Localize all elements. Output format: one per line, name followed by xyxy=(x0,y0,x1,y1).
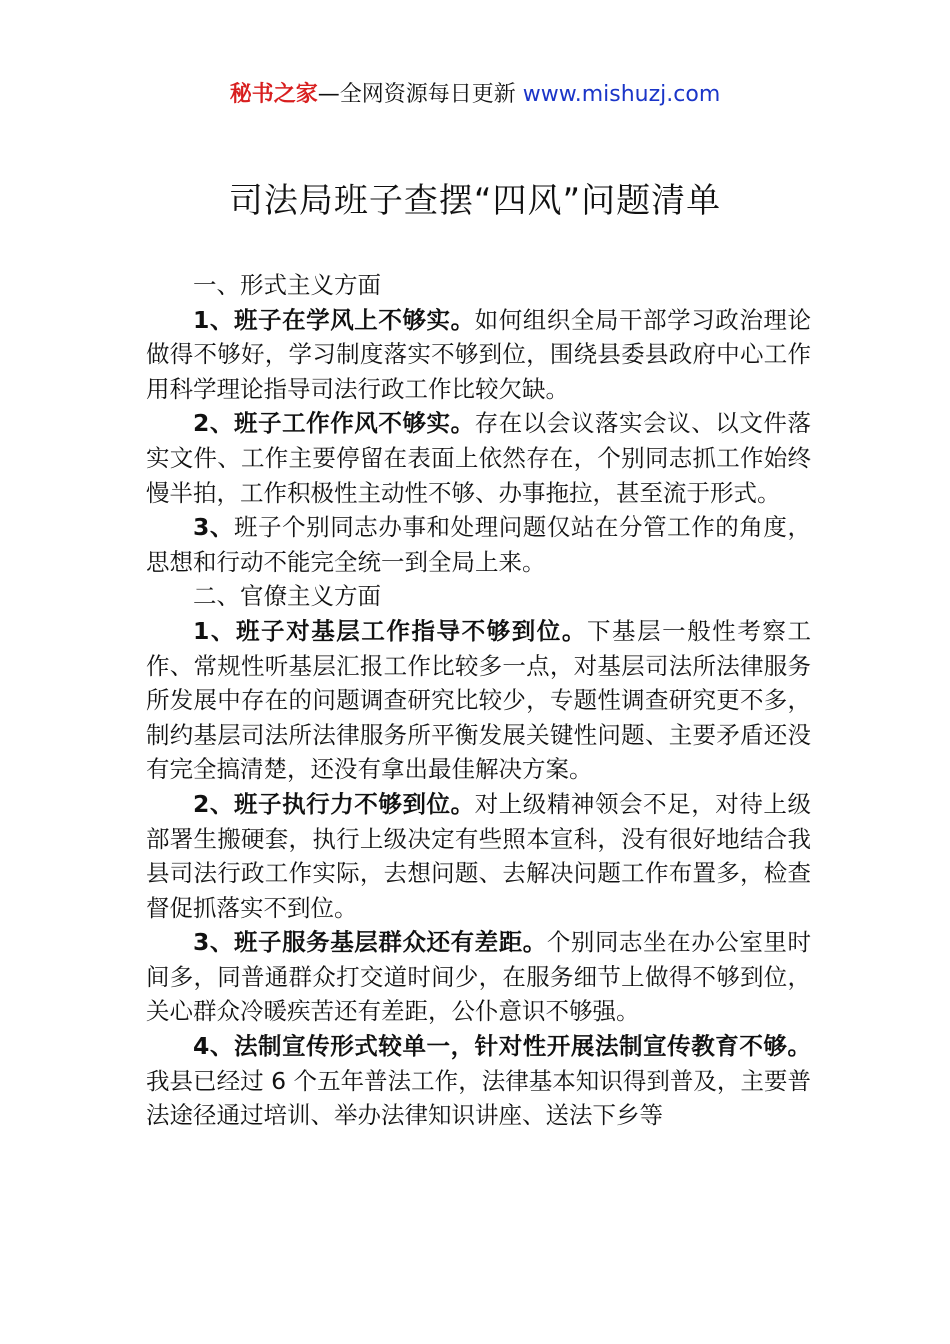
item-body: 班子个别同志办事和处理问题仅站在分管工作的角度，思想和行动不能完全统一到全局上来。 xyxy=(146,513,811,576)
item-lead: 4、法制宣传形式较单一，针对性开展法制宣传教育不够。 xyxy=(193,1032,811,1061)
list-item xyxy=(146,787,811,925)
item-body: 个别同志坐在办公室里时间多，同普通群众打交道时间少，在服务细节上做得不够到位，关心群众冷暖疾苦还有差距，公仆意识不够强。 xyxy=(146,928,811,1026)
site-header xyxy=(0,80,950,110)
list-item xyxy=(146,925,811,1029)
item-lead: 1、班子对基层工作指导不够到位。 xyxy=(193,616,587,645)
list-item xyxy=(146,303,811,407)
list-item xyxy=(146,510,811,579)
item-body: 下基层一般性考察工作、常规性听基层汇报工作比较多一点，对基层司法所法律服务所发展中存在的问题调查研究比较少，专题性调查研究更不多，制约基层司法所法律服务所平衡发展关键性问题、主要矛盾还没有完全搞清楚，还没有拿出最佳解决方案。 xyxy=(146,616,811,784)
item-lead: 2、班子执行力不够到位。 xyxy=(193,789,475,818)
item-body: 我县已经过 6 个五年普法工作，法律基本知识得到普及，主要普法途径通过培训、举办法律知识讲座、送法下乡等 xyxy=(146,1066,811,1130)
document-body xyxy=(146,268,811,1133)
site-url-link[interactable]: www.mishuzj.com xyxy=(522,82,721,107)
section-heading-bureaucratism: 二、官僚主义方面 xyxy=(193,582,381,611)
document-title: 司法局班子查摆“四风”问题清单 xyxy=(228,181,722,221)
item-body: 如何组织全局干部学习政治理论做得不够好，学习制度落实不够到位，围绕县委县政府中心工作用科学理论指导司法行政工作比较欠缺。 xyxy=(146,305,811,403)
item-lead: 1、班子在学风上不够实。 xyxy=(193,305,475,334)
item-lead: 3、班子服务基层群众还有差距。 xyxy=(193,928,547,957)
item-body: 存在以会议落实会议、以文件落实文件、工作主要停留在表面上依然存在，个别同志抓工作始终慢半拍，工作积极性主动性不够、办事拖拉，甚至流于形式。 xyxy=(146,409,811,507)
item-lead: 3、 xyxy=(193,513,234,542)
list-item xyxy=(146,1029,811,1133)
list-item xyxy=(146,614,811,787)
site-brand: 秘书之家 xyxy=(229,82,318,107)
site-tagline: —全网资源每日更新 xyxy=(317,82,523,107)
section-heading-formalism: 一、形式主义方面 xyxy=(193,271,381,299)
list-item xyxy=(146,406,811,510)
item-lead: 2、班子工作作风不够实。 xyxy=(193,409,475,438)
item-body: 对上级精神领会不足，对待上级部署生搬硬套，执行上级决定有些照本宣科，没有很好地结合我县司法行政工作实际，去想问题、去解决问题工作布置多，检查督促抓落实不到位。 xyxy=(146,789,811,922)
